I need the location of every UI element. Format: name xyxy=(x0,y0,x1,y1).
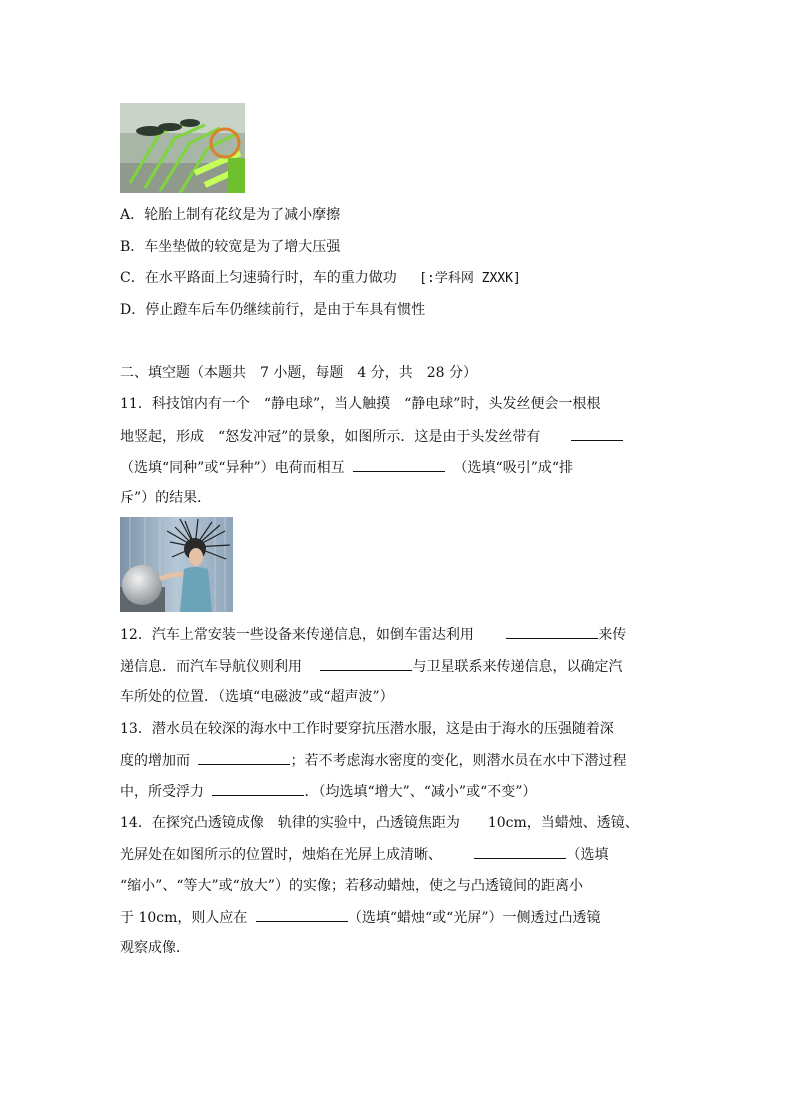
q12-line1-text-a: 12．汽车上常安装一些设备来传递信息，如倒车雷达利用 xyxy=(120,627,474,643)
q14-line2-text-a: 光屏处在如图所示的位置时，烛焰在光屏上成清晰、 xyxy=(120,847,442,863)
q13-line3 xyxy=(120,781,536,802)
q11-line1: 11．科技馆内有一个 “静电球”，当人触摸 “静电球”时，头发丝便会一根根 xyxy=(120,396,601,412)
q14-line4 xyxy=(120,907,600,928)
q12-blank2[interactable] xyxy=(320,656,412,671)
static-ball-photo xyxy=(120,517,233,612)
q12-line3: 车所处的位置．（选填“电磁波”或“超声波”） xyxy=(120,689,394,705)
q13-line3-text-b: ．（均选填“增大”、“减小”或“不变”） xyxy=(304,784,537,800)
q13-line3-text-a: 中，所受浮力 xyxy=(120,784,204,800)
q11-blank1[interactable] xyxy=(571,426,623,441)
q14-line4-text-a: 于 10cm，则人应在 xyxy=(120,910,248,926)
q12-line2 xyxy=(120,656,622,677)
q11-line3-text-a: （选填“同种”或“异种”）电荷而相互 xyxy=(120,460,345,476)
q14-line1: 14．在探究凸透镜成像 轨律的实验中，凸透镜焦距为 10cm，当蜡烛、透镜、 xyxy=(120,815,639,831)
q13-line2 xyxy=(120,750,626,771)
q14-line2 xyxy=(120,844,608,865)
q14-line5: 观察成像． xyxy=(120,940,190,956)
q13-line2-text-a: 度的增加而 xyxy=(120,753,190,769)
q14-line4-text-b: （选填“蜡烛“或“光屏”）一侧透过凸透镜 xyxy=(347,910,601,926)
bicycles-photo xyxy=(120,103,245,193)
q12-line2-text-b: 与卫星联系来传递信息，以确定汽 xyxy=(412,659,623,675)
section-heading: 二、填空题（本题共 7 小题，每题 4 分，共 28 分） xyxy=(120,365,477,381)
q13-line1: 13．潜水员在较深的海水中工作时要穿抗压潜水服，这是由于海水的压强随着深 xyxy=(120,721,614,737)
q14-line3: “缩小”、“等大”或“放大”）的实像；若移动蜡烛，使之与凸透镜间的距离小 xyxy=(120,878,583,894)
q14-blank1[interactable] xyxy=(474,844,566,859)
q11-line4: 斥”）的结果． xyxy=(120,490,212,506)
option-c-text: C．在水平路面上匀速骑行时，车的重力做功 xyxy=(120,270,397,286)
watermark-text: [:学科网 ZXXK] xyxy=(419,271,521,286)
q14-blank2[interactable] xyxy=(256,907,348,922)
option-c xyxy=(120,268,521,289)
q11-line2 xyxy=(120,426,627,447)
option-b: B．车坐垫做的较宽是为了增大压强 xyxy=(120,239,341,255)
option-d: D．停止蹬车后车仍继续前行，是由于车具有惯性 xyxy=(120,302,426,318)
q11-line3-text-b: （选填“吸引”成“排 xyxy=(453,460,574,476)
q12-line1-text-b: 来传 xyxy=(598,627,627,643)
q12-line1 xyxy=(120,624,626,645)
q13-blank2[interactable] xyxy=(212,781,304,796)
q13-blank1[interactable] xyxy=(198,750,290,765)
q11-line3 xyxy=(120,457,573,478)
option-a: A．轮胎上制有花纹是为了减小摩擦 xyxy=(120,207,341,223)
q11-line2-text: 地竖起，形成 “怒发冲冠”的景象，如图所示．这是由于头发丝带有 xyxy=(120,429,541,445)
q13-line2-text-b: ；若不考虑海水密度的变化，则潜水员在水中下潜过程 xyxy=(290,753,627,769)
q12-line2-text-a: 递信息．而汽车导航仪则利用 xyxy=(120,659,302,675)
q11-blank2[interactable] xyxy=(353,457,445,472)
q14-line2-text-b: （选填 xyxy=(566,847,609,863)
q12-blank1[interactable] xyxy=(506,624,598,639)
